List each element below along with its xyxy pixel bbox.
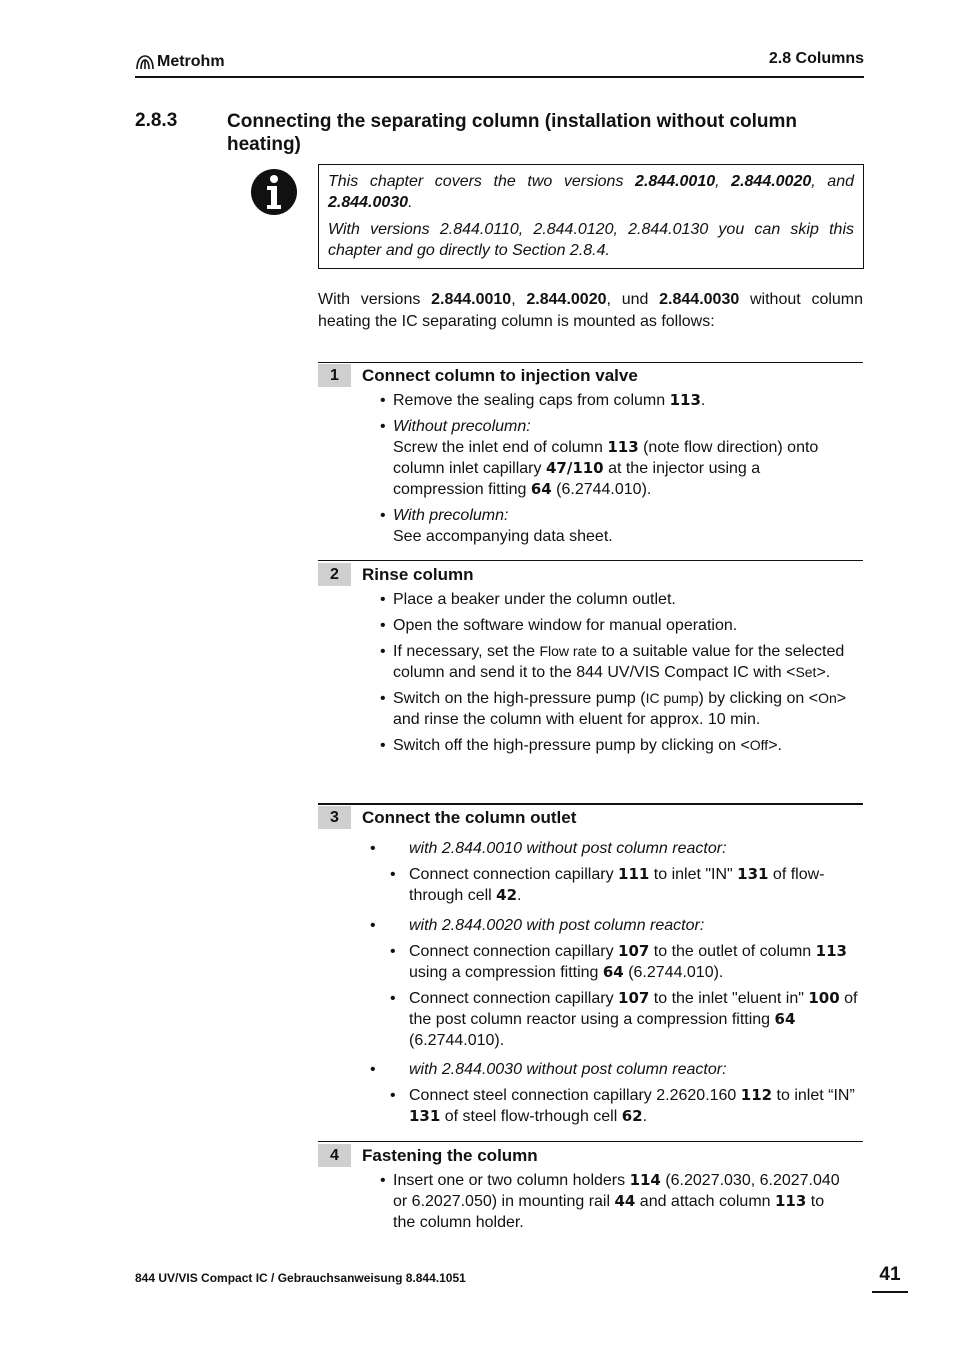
list-item: • Open the software window for manual operation. bbox=[380, 615, 850, 636]
step-1-list bbox=[380, 390, 850, 552]
step-2-divider bbox=[318, 560, 863, 561]
page-number-underline bbox=[872, 1291, 908, 1293]
intro-paragraph: With versions 2.844.0010, 2.844.0020, und 2.844.0030 without column heating the IC separating column is mounted as follows: bbox=[318, 291, 864, 330]
list-item: • Switch off the high-pressure pump by clicking on <Off>. bbox=[380, 735, 850, 756]
variant-label: • with 2.844.0010 without post column reactor: bbox=[370, 838, 860, 859]
step-2-title: Rinse column bbox=[362, 565, 474, 584]
step-3-variant-2 bbox=[370, 915, 860, 1056]
page-number: 41 bbox=[879, 1264, 901, 1285]
list-item: • Connect connection capillary 107 to the outlet of column 113 using a compression fitting 64 (6.2744.010). bbox=[370, 941, 860, 983]
step-4-title: Fastening the column bbox=[362, 1146, 538, 1165]
variant-label: • with 2.844.0020 with post column reactor: bbox=[370, 915, 860, 936]
step-4-list bbox=[380, 1170, 850, 1238]
section-number: 2.8.3 bbox=[135, 110, 178, 131]
section-title: Connecting the separating column (installation without column heating) bbox=[227, 111, 798, 155]
brand-logo bbox=[135, 53, 225, 71]
list-item: • Connect steel connection capillary 2.2620.160 112 to inlet “IN” 131 of steel flow-trhough cell 62. bbox=[370, 1085, 860, 1127]
list-item: • Insert one or two column holders 114 (6.2027.030, 6.2027.040 or 6.2027.050) in mounting rail 44 and attach column 113 to the column holder. bbox=[380, 1170, 850, 1233]
step-3-title: Connect the column outlet bbox=[362, 808, 577, 827]
list-item: • With precolumn: See accompanying data sheet. bbox=[380, 505, 850, 547]
list-item: • Without precolumn: Screw the inlet end of column 113 (note flow direction) onto column inlet capillary 47/110 at the injector using a compression fitting 64 (6.2744.010). bbox=[380, 416, 850, 500]
note-paragraph-1: This chapter covers the two versions 2.844.0010, 2.844.0020, and 2.844.0030. bbox=[328, 173, 854, 211]
step-1-divider bbox=[318, 362, 863, 363]
list-item: • If necessary, set the Flow rate to a suitable value for the selected column and send it to the 844 UV/VIS Compact IC with <Set>. bbox=[380, 641, 850, 683]
footer-document-title: 844 UV/VIS Compact IC / Gebrauchsanweisung 8.844.1051 bbox=[135, 1271, 466, 1285]
info-note-box bbox=[318, 164, 864, 269]
variant-label: • with 2.844.0030 without post column reactor: bbox=[370, 1059, 860, 1080]
header-section-title: 2.8 Columns bbox=[768, 50, 864, 67]
step-2-list bbox=[380, 589, 850, 761]
step-3-number: 3 bbox=[318, 806, 351, 829]
step-3-divider bbox=[318, 803, 863, 805]
info-icon bbox=[250, 168, 298, 221]
step-2-number: 2 bbox=[318, 563, 351, 586]
step-1-title: Connect column to injection valve bbox=[362, 366, 638, 385]
step-1-number: 1 bbox=[318, 364, 351, 387]
step-3-variant-3 bbox=[370, 1059, 860, 1132]
step-3-variant-1 bbox=[370, 838, 860, 911]
list-item: • Place a beaker under the column outlet. bbox=[380, 589, 850, 610]
list-item: • Switch on the high-pressure pump (IC pump) by clicking on <On> and rinse the column with eluent for approx. 10 min. bbox=[380, 688, 850, 730]
list-item: • Connect connection capillary 107 to the inlet "eluent in" 100 of the post column reactor using a compression fitting 64 (6.2744.010). bbox=[370, 988, 860, 1051]
list-item: • Connect connection capillary 111 to inlet "IN" 131 of flow-through cell 42. bbox=[370, 864, 860, 906]
step-4-number: 4 bbox=[318, 1144, 351, 1167]
header-divider bbox=[135, 76, 864, 78]
note-paragraph-2: With versions 2.844.0110, 2.844.0120, 2.844.0130 you can skip this chapter and go directly to Section 2.8.4. bbox=[328, 221, 854, 259]
metrohm-logo-icon bbox=[135, 54, 155, 70]
list-item: • Remove the sealing caps from column 113. bbox=[380, 390, 850, 411]
step-4-divider bbox=[318, 1141, 863, 1142]
brand-name: Metrohm bbox=[157, 53, 225, 70]
